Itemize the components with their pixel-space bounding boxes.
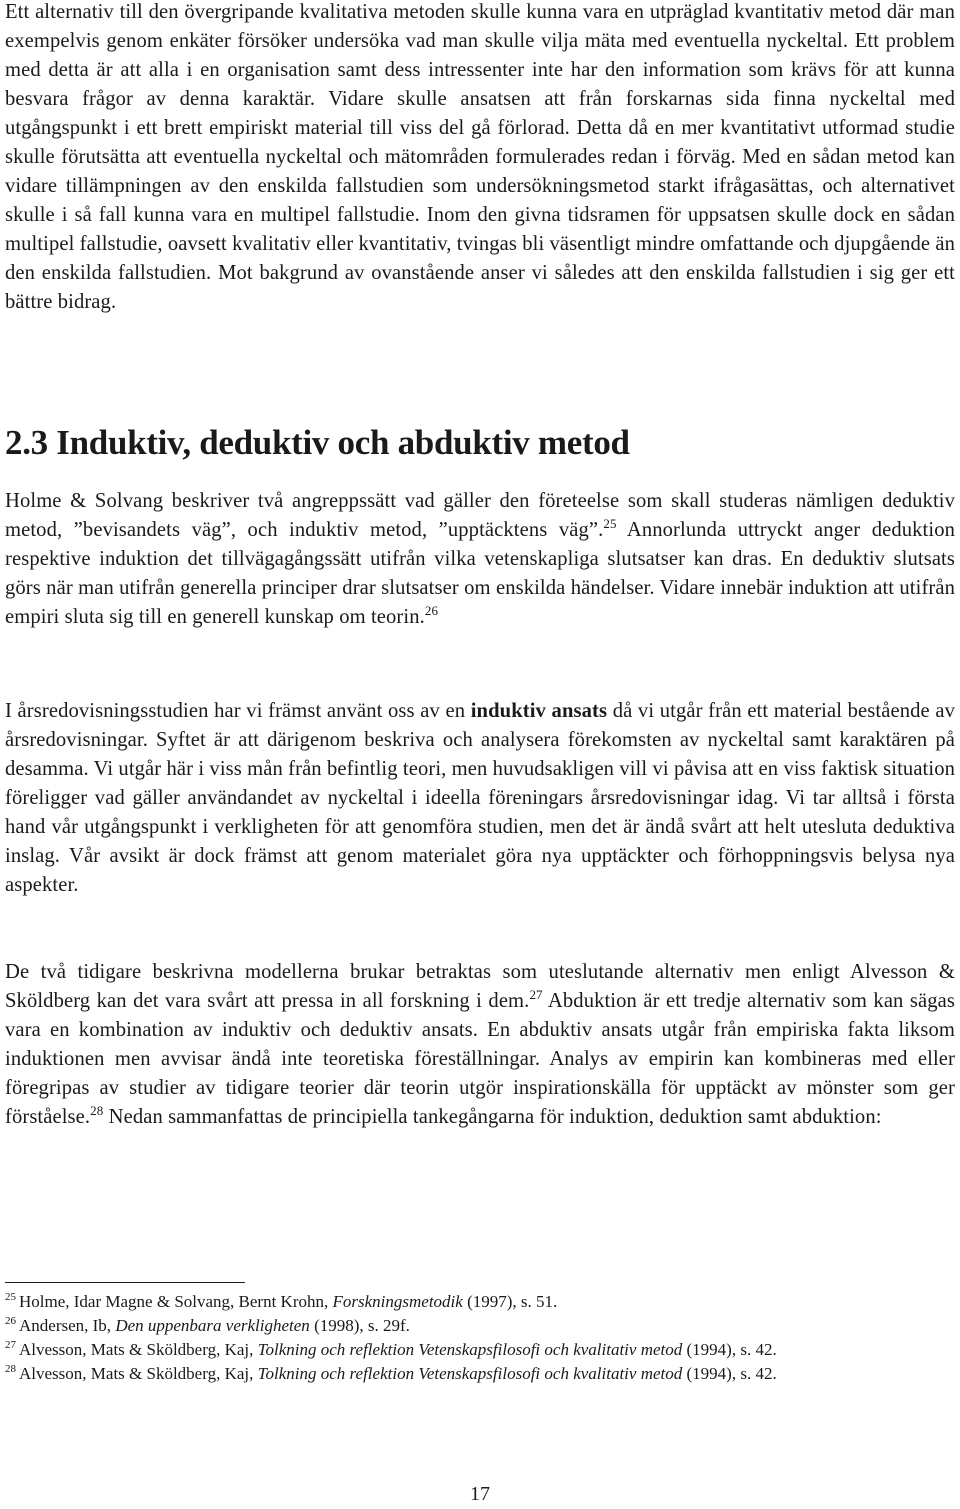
footnote-authors: Andersen, Ib,: [19, 1316, 116, 1335]
body-paragraph-3: [5, 697, 955, 900]
footnote-number: 26: [5, 1315, 16, 1327]
paragraph-text: Annorlunda uttryckt anger deduktion respektive induktion det tillvägagångssätt utifrån vilka vetenskapliga slutsatser kan dras. En deduktiv slutsats görs när man utifrån generella principer drar slutsatser om enskilda händelser. Vidare innebär induktion att utifrån empiri sluta sig till en generell kunskap om teorin.: [5, 519, 955, 628]
page-number: 17: [470, 1483, 490, 1505]
footnote-details: (1998), s. 29f.: [309, 1316, 410, 1335]
footnote-title: Den uppenbara verkligheten: [115, 1316, 310, 1335]
footnote-divider: [5, 1282, 245, 1283]
footnote-authors: Alvesson, Mats & Sköldberg, Kaj,: [19, 1340, 258, 1359]
paragraph-text: Nedan sammanfattas de principiella tankegångarna för induktion, deduktion samt abduktion:: [103, 1106, 882, 1128]
footnotes: [5, 1290, 955, 1386]
paragraph-text: Holme & Solvang beskriver två angreppssätt vad gäller den företeelse som skall studeras nämligen deduktiv metod, ”bevisandets väg”, och induktiv metod, ”upptäcktens väg”.: [5, 490, 955, 541]
footnote-title: Forskningsmetodik: [332, 1292, 463, 1311]
footnote-authors: Alvesson, Mats & Sköldberg, Kaj,: [19, 1364, 258, 1383]
body-paragraph-4: [5, 958, 955, 1132]
footnote-ref-27[interactable]: 27: [529, 987, 543, 1002]
section-heading: 2.3 Induktiv, deduktiv och abduktiv metod: [5, 423, 630, 462]
emphasis-inductive-approach: induktiv ansats: [470, 700, 608, 722]
footnote-25: [5, 1290, 955, 1314]
paragraph-text: då vi utgår från ett material bestående av årsredovisningar. Syftet är att därigenom beskriva och analysera förekomsten av nyckeltal samt karaktären på desamma. Vi utgår här i viss mån från befintlig teori, men huvudsakligen vill vi påvisa att en viss faktisk situation föreligger vad gäller användandet av nyckeltal i ideella föreningars årsredovisningar idag. Vi tar alltså i första hand vår utgångspunkt i verkligheten för att genomföra studien, men det är ändå svårt att helt utesluta deduktiva inslag. Vår avsikt är dock främst att genom materialet göra nya upptäckter och förhoppningsvis belysa nya aspekter.: [5, 700, 955, 896]
footnote-title: Tolkning och reflektion Vetenskapsfilosofi och kvalitativ metod: [257, 1364, 683, 1383]
footnote-number: 27: [5, 1339, 16, 1351]
footnote-28: [5, 1362, 955, 1386]
footnote-number: 25: [5, 1291, 16, 1303]
footnote-title: Tolkning och reflektion Vetenskapsfilosofi och kvalitativ metod: [257, 1340, 683, 1359]
footnote-details: (1997), s. 51.: [462, 1292, 558, 1311]
footnote-details: (1994), s. 42.: [682, 1364, 777, 1383]
footnote-ref-26[interactable]: 26: [424, 603, 439, 618]
footnote-number: 28: [5, 1363, 16, 1375]
paragraph-text: Abduktion är ett tredje alternativ som kan sägas vara en kombination av induktiv och deduktiv ansats. En abduktiv ansats utgår från empiriska fakta liksom induktionen men avvisar ändå inte teoretiska föreställningar. Analys av empirin kan kombineras med eller föregripas av studier av tidigare teorier där teorin utgör inspirationskälla för upptäckt av mönster som ger förståelse.: [5, 990, 955, 1128]
footnote-26: [5, 1314, 955, 1338]
footnote-27: [5, 1338, 955, 1362]
footnote-ref-25[interactable]: 25: [603, 516, 617, 531]
paragraph-text: I årsredovisningsstudien har vi främst använt oss av en: [5, 700, 471, 722]
footnote-authors: Holme, Idar Magne & Solvang, Bernt Krohn,: [19, 1292, 333, 1311]
footnote-ref-28[interactable]: 28: [90, 1103, 104, 1118]
footnote-details: (1994), s. 42.: [682, 1340, 777, 1359]
paragraph-text: De två tidigare beskrivna modellerna brukar betraktas som uteslutande alternativ men enligt Alvesson & Sköldberg kan det vara svårt att pressa in all forskning i dem.: [5, 961, 955, 1012]
body-paragraph-1: Ett alternativ till den övergripande kvalitativa metoden skulle kunna vara en utpräglad kvantitativ metod där man exempelvis genom enkäter försöker undersöka vad man skulle vilja mäta med eventuella nyckeltal. Ett problem med detta är att alla i en organisation samt dess intressenter inte har den information som krävs för att kunna besvara frågor av denna karaktär. Vidare skulle ansatsen att från forskarnas sida finna nyckeltal med utgångspunkt i ett brett empiriskt material till viss del gå förlorad. Detta då en mer kvantitativt utformad studie skulle förutsätta att eventuella nyckeltal och mätområden formulerades redan i förväg. Med en sådan metod kan vidare tillämpningen av den enskilda fallstudien som undersökningsmetod starkt ifrågasättas, och alternativet skulle i så fall kunna vara en multipel fallstudie. Inom den givna tidsramen för uppsatsen skulle dock en sådan multipel fallstudie, oavsett kvalitativ eller kvantitativ, tvingas bli väsentligt mindre omfattande och djupgående än den enskilda fallstudien. Mot bakgrund av ovanstående anser vi således att den enskilda fallstudien i sig ger ett bättre bidrag.: [5, 1, 955, 313]
body-paragraph-2: [5, 487, 955, 632]
